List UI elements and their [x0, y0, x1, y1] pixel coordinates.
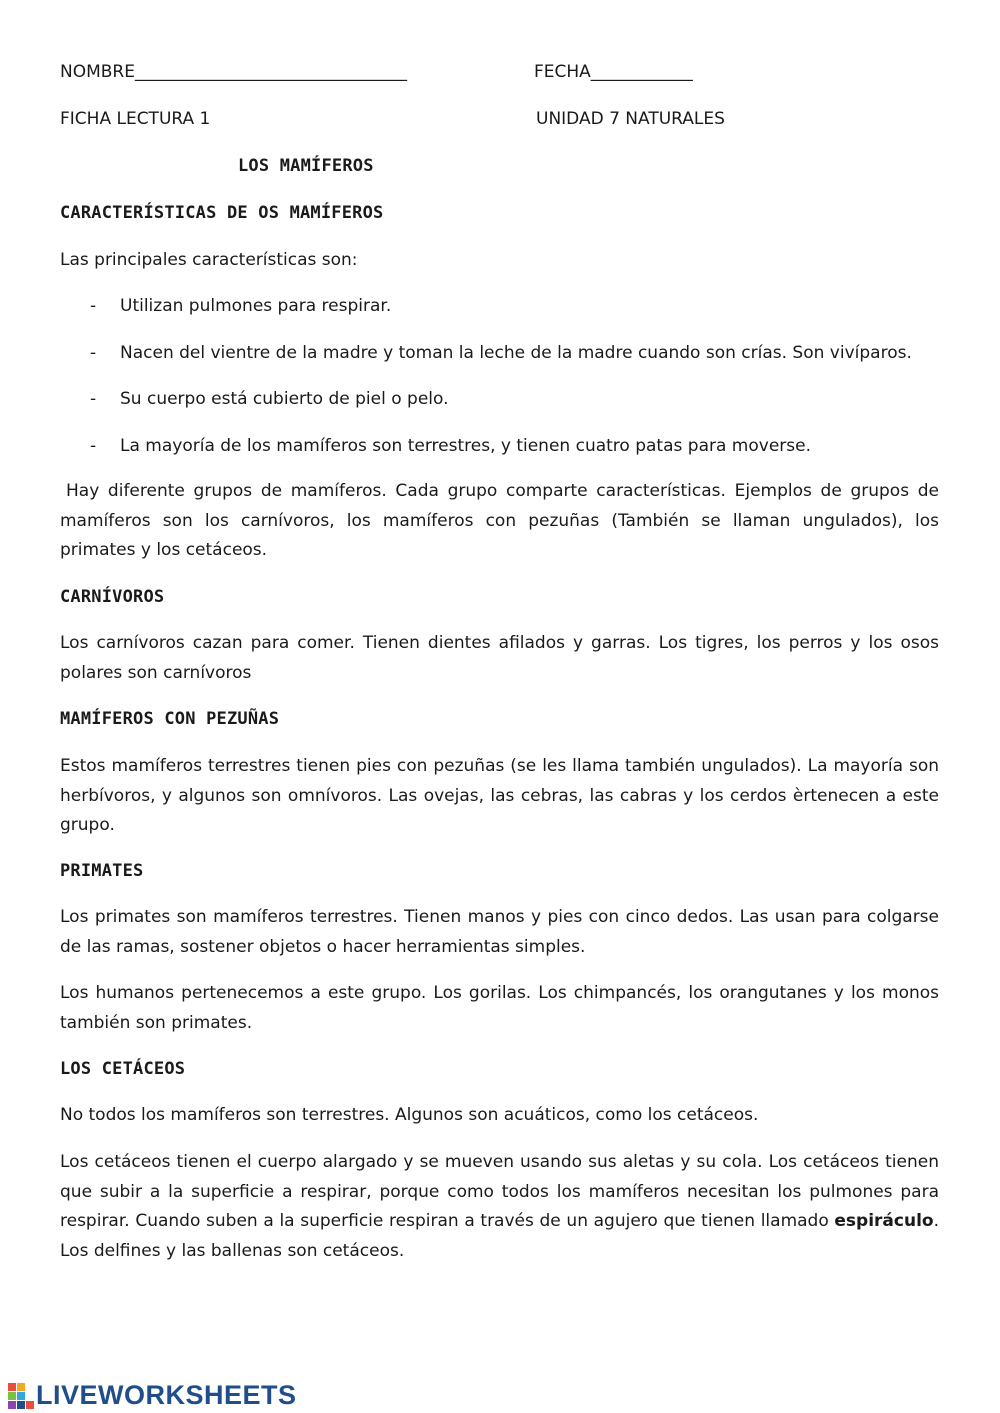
fecha-field: FECHA____________: [534, 62, 693, 82]
bullet-dash: -: [90, 343, 97, 363]
cetaceos-paragraph-2: [60, 1148, 939, 1266]
ficha-label: FICHA LECTURA 1: [60, 109, 211, 129]
primates-paragraph-1: Los primates son mamíferos terrestres. Tienen manos y pies con cinco dedos. Las usan para colgarse de las ramas, sostener objetos o hacer herramientas simples.: [60, 907, 939, 957]
bullet-dash: -: [90, 389, 97, 409]
list-item: [90, 343, 912, 363]
groups-paragraph: Hay diferente grupos de mamíferos. Cada grupo comparte características. Ejemplos de grupos de mamíferos son los carnívoros, los mamíferos con pezuñas (También se llaman ungulados), los primates y los cetáceos.: [60, 481, 939, 560]
liveworksheets-logo-icon: [8, 1383, 34, 1409]
cetaceos-text-end: . Los delfines y las ballenas son cetáceos.: [60, 1211, 939, 1261]
section-heading-primates: PRIMATES: [60, 861, 144, 881]
liveworksheets-logo[interactable]: [8, 1380, 297, 1411]
espiraculo-term: espiráculo: [834, 1211, 934, 1231]
bullet-dash: -: [90, 296, 97, 316]
section-heading-pezunas: MAMÍFEROS CON PEZUÑAS: [60, 709, 280, 729]
section-heading-carnivoros: CARNÍVOROS: [60, 587, 165, 607]
nombre-field: NOMBRE________________________________: [60, 62, 407, 82]
cetaceos-text-start: Los cetáceos tienen el cuerpo alargado y se mueven usando sus aletas y su cola. Los cetáceos tienen que subir a la superficie a respirar, porque como todos los mamíferos necesitan los pulmones para respirar. Cuando suben a la superficie respiran a través de un agujero que tienen llamado: [60, 1152, 939, 1231]
list-item-text: La mayoría de los mamíferos son terrestres, y tienen cuatro patas para moverse.: [120, 436, 811, 456]
bullet-dash: -: [90, 436, 97, 456]
list-item-text: Nacen del vientre de la madre y toman la leche de la madre cuando son crías. Son vivíparos.: [120, 343, 912, 363]
section-heading-caracteristicas: CARACTERÍSTICAS DE OS MAMÍFEROS: [60, 203, 384, 223]
section-heading-cetaceos: LOS CETÁCEOS: [60, 1059, 186, 1079]
carnivoros-paragraph: Los carnívoros cazan para comer. Tienen dientes afilados y garras. Los tigres, los perros y los osos polares son carnívoros: [60, 633, 939, 683]
cetaceos-paragraph-1: No todos los mamíferos son terrestres. Algunos son acuáticos, como los cetáceos.: [60, 1105, 759, 1125]
list-item: [90, 389, 449, 409]
list-item: [90, 436, 811, 456]
unidad-label: UNIDAD 7 NATURALES: [536, 109, 725, 129]
page-title: LOS MAMÍFEROS: [238, 156, 374, 176]
liveworksheets-logo-text: LIVEWORKSHEETS: [36, 1380, 297, 1410]
pezunas-paragraph: Estos mamíferos terrestres tienen pies con pezuñas (se les llama también ungulados). La mayoría son herbívoros, y algunos son omnívoros. Las ovejas, las cebras, las cabras y los cerdos èrtenecen a este grupo.: [60, 756, 939, 835]
list-item-text: Su cuerpo está cubierto de piel o pelo.: [120, 389, 449, 409]
list-item: [90, 296, 391, 316]
caracteristicas-intro: Las principales características son:: [60, 250, 358, 270]
list-item-text: Utilizan pulmones para respirar.: [120, 296, 392, 316]
primates-paragraph-2: Los humanos pertenecemos a este grupo. Los gorilas. Los chimpancés, los orangutanes y los monos también son primates.: [60, 983, 939, 1033]
